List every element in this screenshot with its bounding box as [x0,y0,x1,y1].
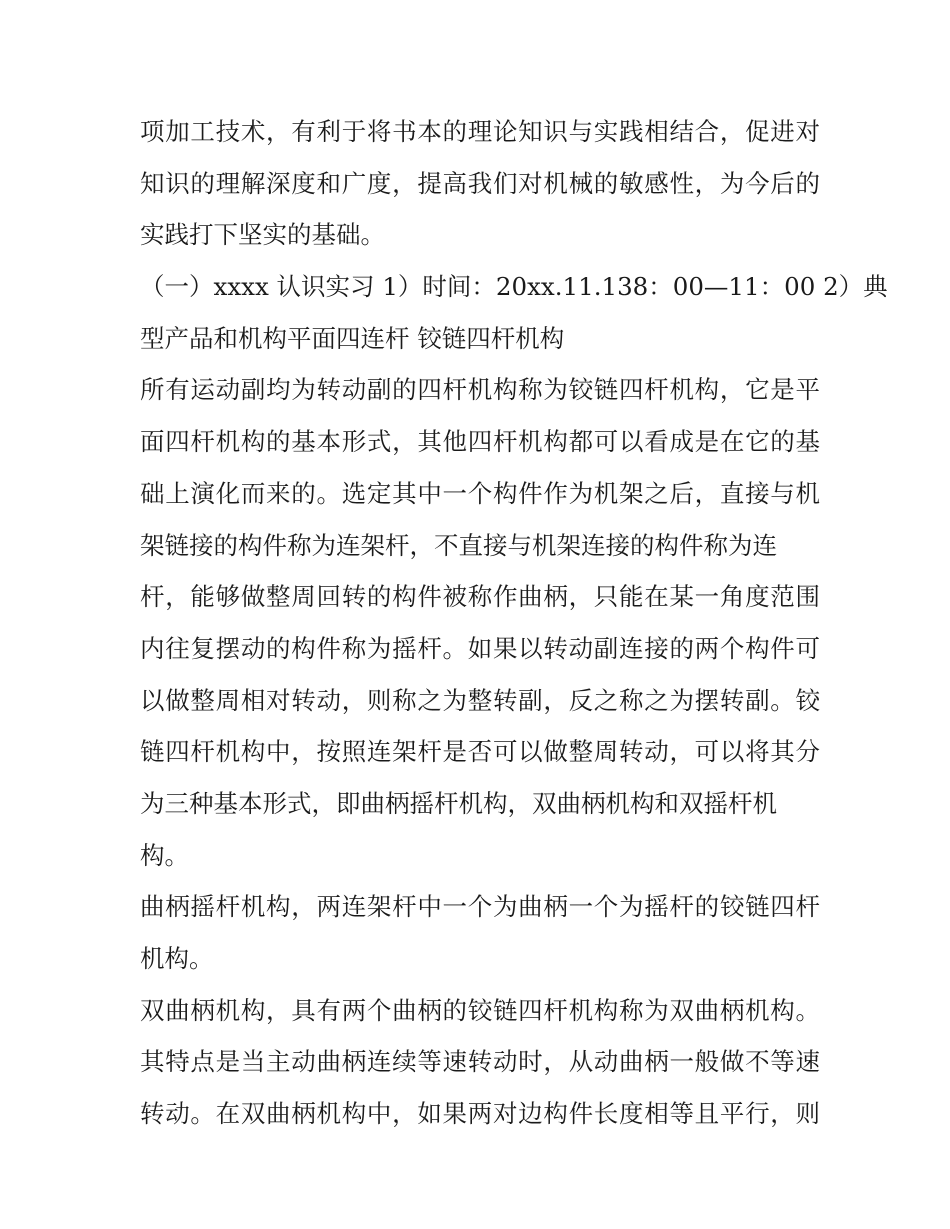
text-line: （一）xxxx 认识实习 1）时间：20xx.11.138：00—11：00 2）典 [140,272,888,302]
text-line: 型产品和机构平面四连杆 铰链四杆机构 [140,323,565,353]
text-line: 项加工技术，有利于将书本的理论知识与实践相结合，促进对 [140,117,820,146]
text-line: 链四杆机构中，按照连架杆是否可以做整周转动，可以将其分 [140,737,820,767]
text-line: 构。 [140,840,189,870]
text-line: 曲柄摇杆机构，两连架杆中一个为曲柄一个为摇杆的铰链四杆 [140,892,820,922]
text-line: 机构。 [140,944,214,973]
text-line: 面四杆机构的基本形式，其他四杆机构都可以看成是在它的基 [140,427,820,457]
text-line: 杆，能够做整周回转的构件被称作曲柄，只能在某一角度范围 [140,582,820,612]
text-line: 其特点是当主动曲柄连续等速转动时，从动曲柄一般做不等速 [140,1047,820,1077]
body-text [140,106,888,1140]
text-line: 内往复摆动的构件称为摇杆。如果以转动副连接的两个构件可 [140,633,820,663]
text-line: 以做整周相对转动，则称之为整转副，反之称之为摆转副。铰 [140,685,820,715]
text-line: 所有运动副均为转动副的四杆机构称为铰链四杆机构，它是平 [140,375,820,405]
text-line: 为三种基本形式，即曲柄摇杆机构，双曲柄机构和双摇杆机 [140,788,777,818]
text-line: 架链接的构件称为连架杆，不直接与机架连接的构件称为连 [140,530,777,560]
text-line: 知识的理解深度和广度，提高我们对机械的敏感性，为今后的 [140,168,820,198]
text-line: 双曲柄机构，具有两个曲柄的铰链四杆机构称为双曲柄机构。 [140,995,820,1025]
text-line: 实践打下坚实的基础。 [140,220,385,250]
text-line: 转动。在双曲柄机构中，如果两对边构件长度相等且平行，则 [140,1099,820,1129]
text-line: 础上演化而来的。选定其中一个构件作为机架之后，直接与机 [140,478,820,508]
